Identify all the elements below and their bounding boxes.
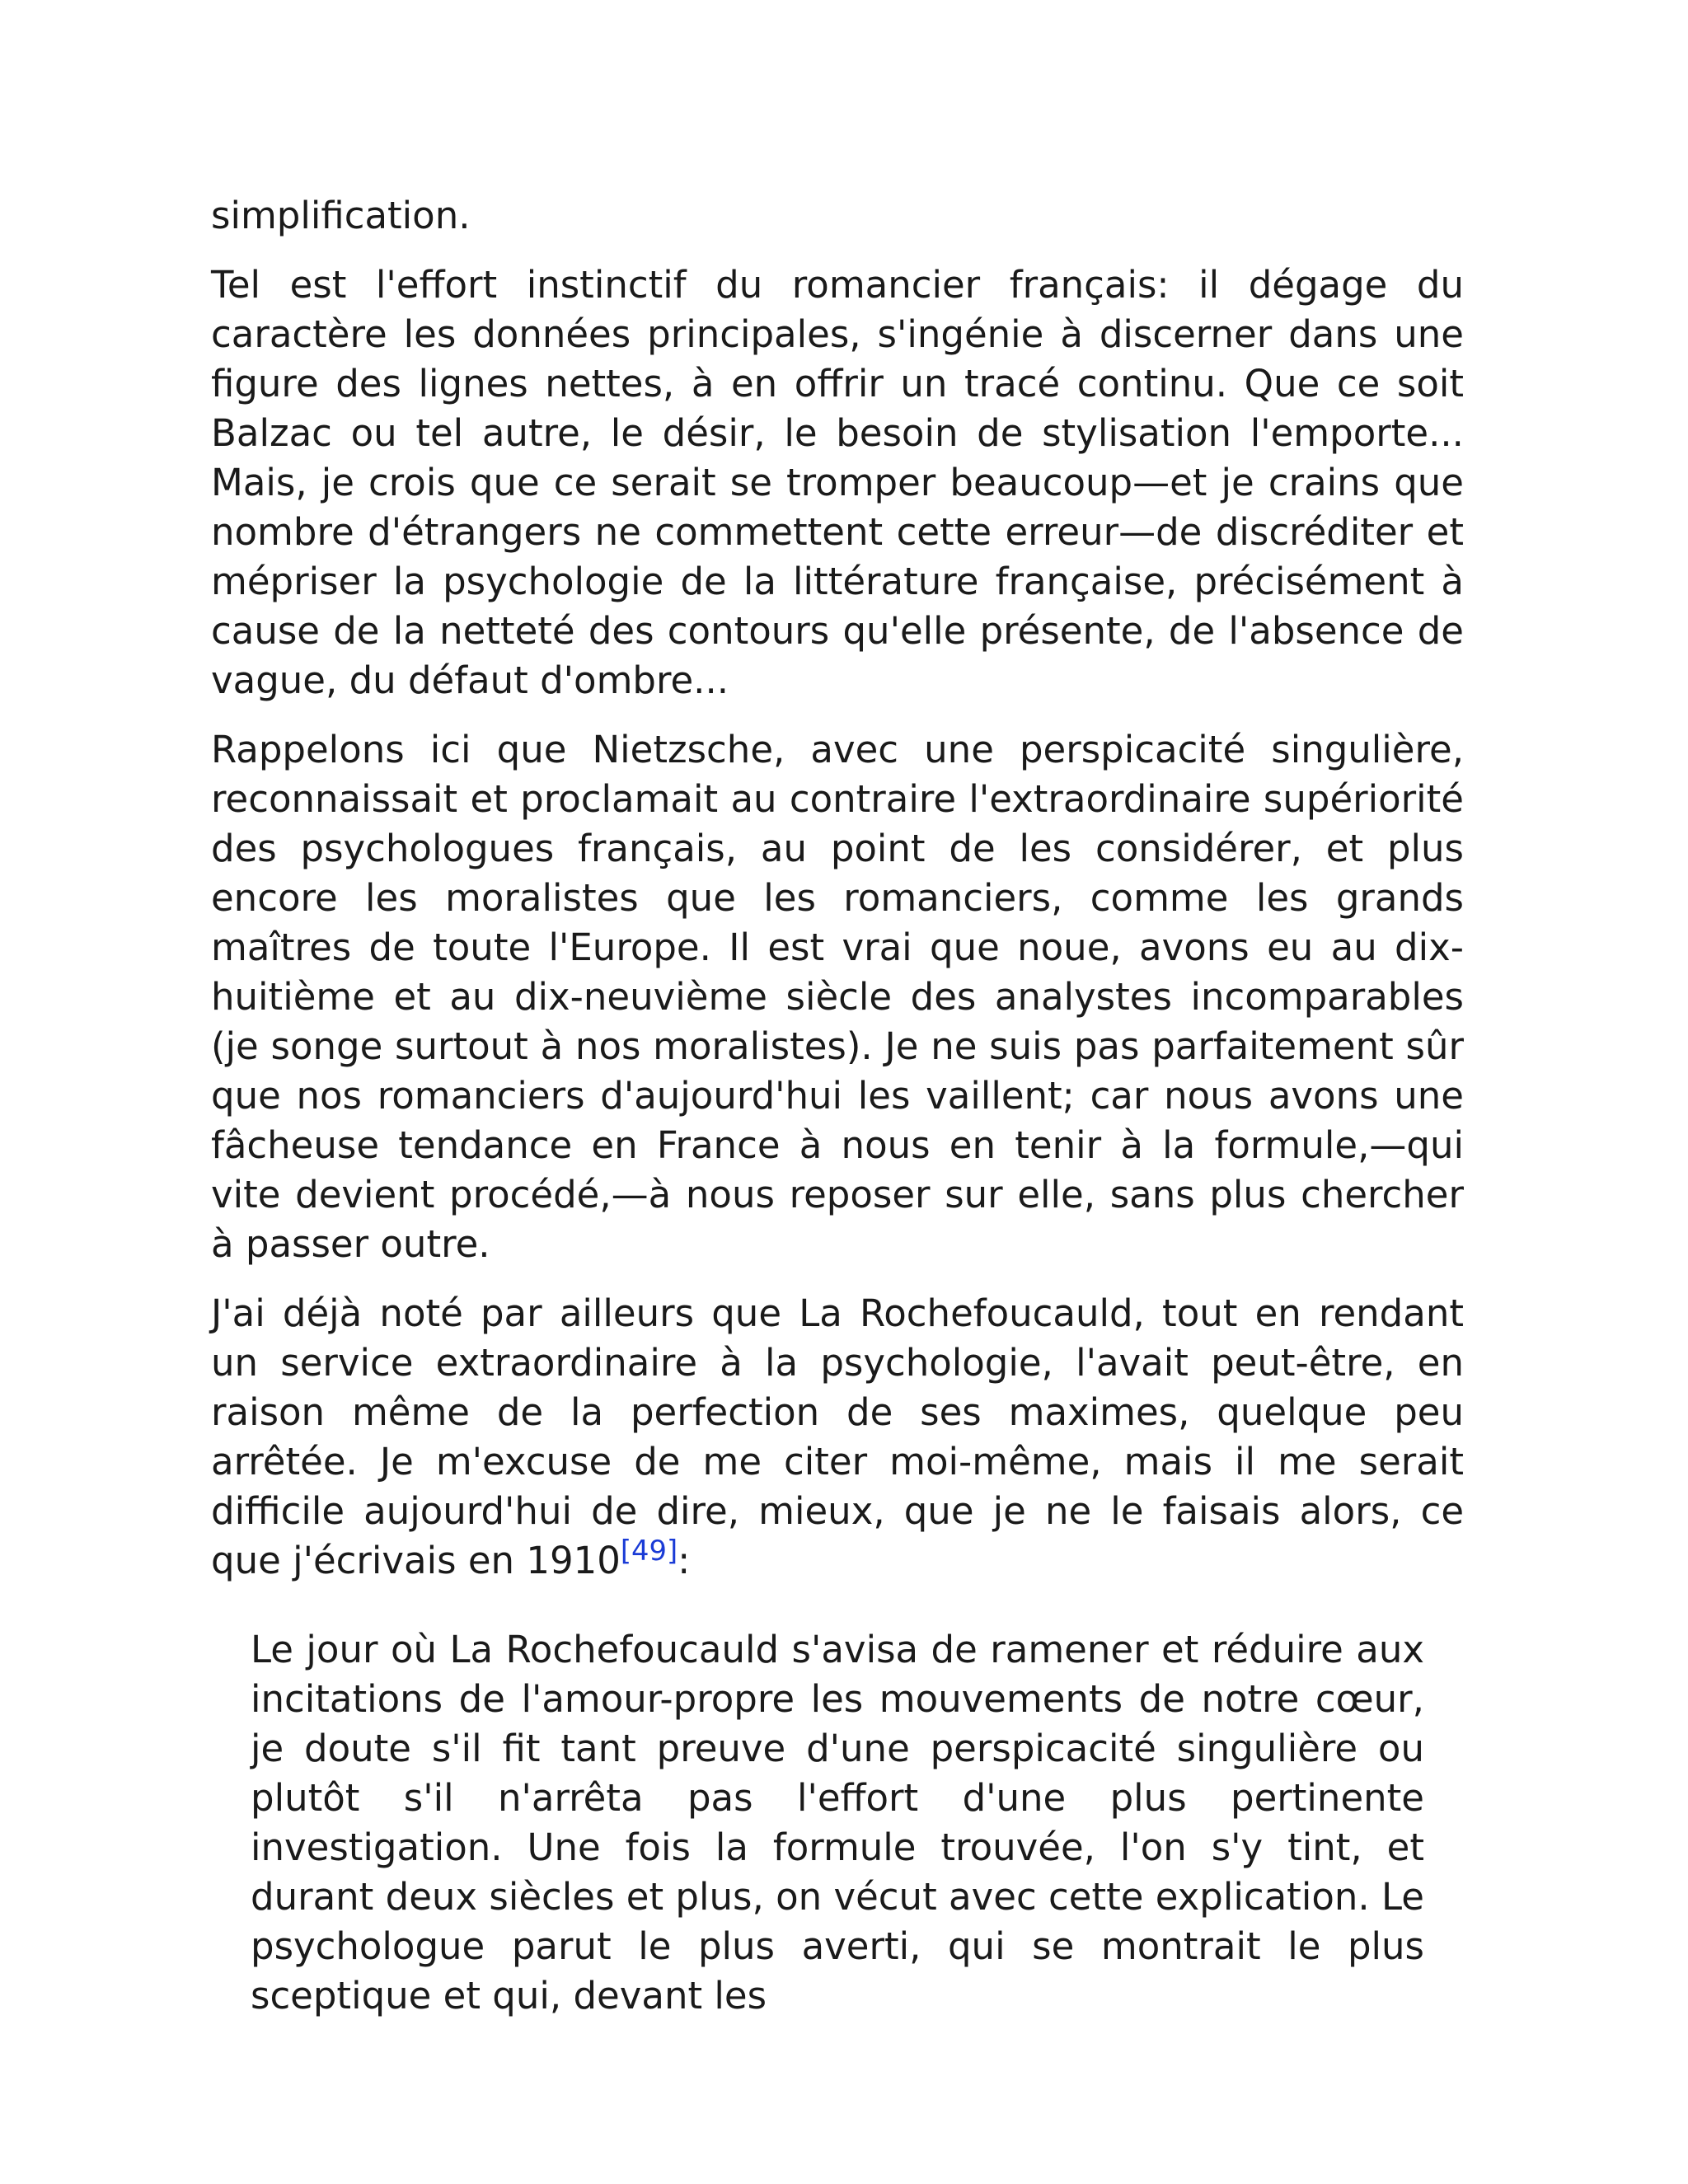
paragraph-nietzsche: Rappelons ici que Nietzsche, avec une perspicacité singulière, reconnaissait et proclamait au contraire l'extraordinaire supériorité des psychologues français, au point de les considérer, et plus encore les moralistes que les romanciers, comme les grands maîtres de toute l'Europe. Il est vrai que noue, avons eu au dix-huitième et au dix-neuvième siècle des analystes incomparables (je songe surtout à nos moralistes). Je ne suis pas parfaitement sûr que nos romanciers d'aujourd'hui les vaillent; car nous avons une fâcheuse tendance en France à nous en tenir à la formule,—qui vite devient procédé,—à nous reposer sur elle, sans plus chercher à passer outre. (211, 728, 1464, 1266)
quoted-passage-text: Le jour où La Rochefoucauld s'avisa de ramener et réduire aux incitations de l'amour-propre les mouvements de notre cœur, je doute s'il fit tant preuve d'une perspicacité singulière ou plutôt s'il n'arrêta pas l'effort d'une plus pertinente investigation. Une fois la formule trouvée, l'on s'y tint, et durant deux siècles et plus, on vécut avec cette explication. Le psychologue parut le plus averti, qui se montrait le plus sceptique et qui, devant les (251, 1628, 1424, 2018)
paragraph-simplification: simplification. (211, 194, 471, 237)
footnote-link-49[interactable]: [49] (620, 1535, 678, 1567)
document-page (211, 191, 1464, 2041)
quoted-passage (251, 1625, 1424, 2021)
paragraph-la-rochefoucauld (211, 1289, 1464, 1586)
citation-colon: : (678, 1539, 691, 1582)
citation-text: J'ai déjà noté par ailleurs que La Rochefoucauld, tout en rendant un service extraordinaire à la psychologie, l'avait peut-être, en raison même de la perfection de ses maximes, quelque peu arrêtée. Je m'excuse de me citer moi-même, mais il me serait difficile aujourd'hui de dire, mieux, que je ne le faisais alors, ce que j'écrivais en 1910 (211, 1291, 1464, 1582)
paragraph-effort-instinctif: Tel est l'effort instinctif du romancier français: il dégage du caractère les données principales, s'ingénie à discerner dans une figure des lignes nettes, à en offrir un tracé continu. Que ce soit Balzac ou tel autre, le désir, le besoin de stylisation l'emporte... Mais, je crois que ce serait se tromper beaucoup—et je crains que nombre d'étrangers ne commettent cette erreur—de discréditer et mépriser la psychologie de la littérature française, précisément à cause de la netteté des contours qu'elle présente, de l'absence de vague, du défaut d'ombre... (211, 263, 1464, 702)
